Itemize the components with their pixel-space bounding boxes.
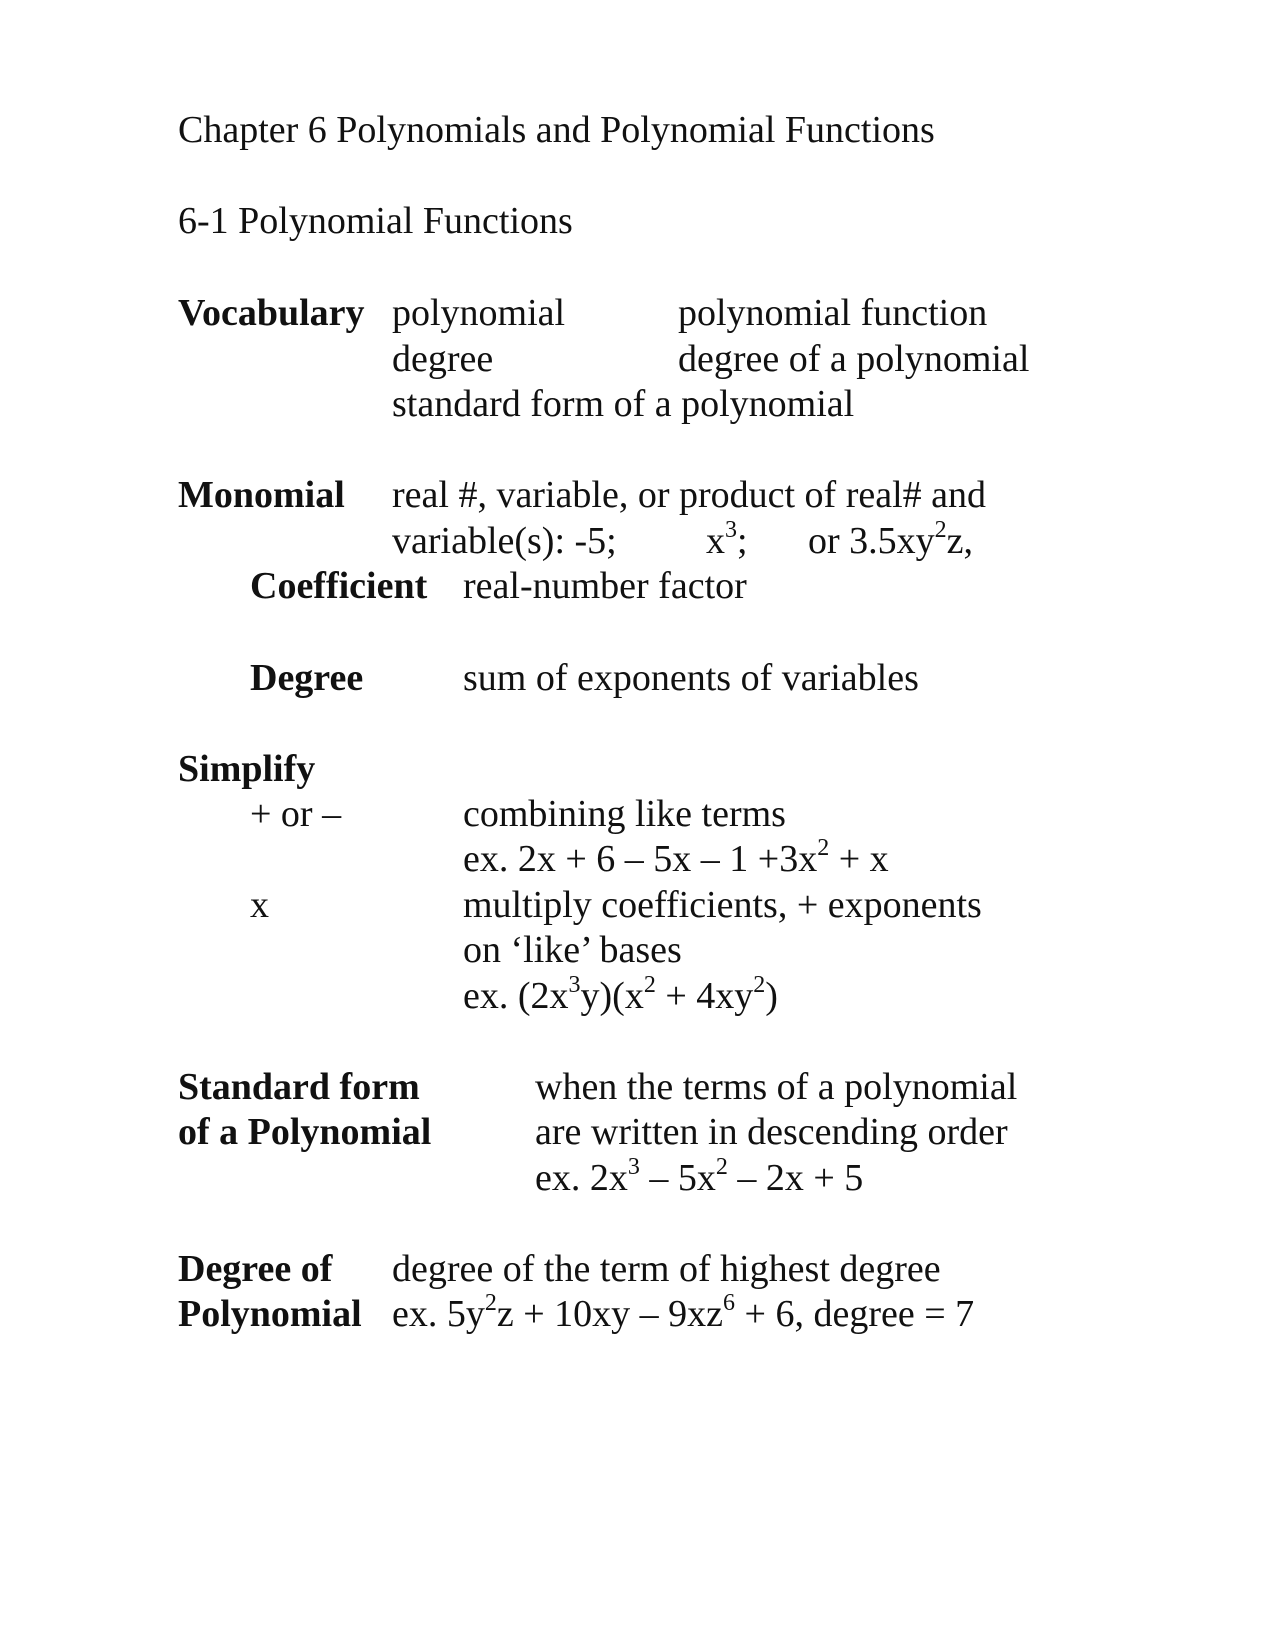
add-subtract-example: ex. $2x + 6 - 5x - 1 +3x^2 + x$ <box>463 835 889 880</box>
degree-of-polynomial-text: degree of the term of highest degree <box>392 1248 941 1290</box>
degree-of-polynomial-example: ex. $5y^2z + 10xy - 9xz^6 + 6$, degree = 7 <box>392 1290 975 1335</box>
degree-of-polynomial-label-2: Polynomial <box>178 1293 362 1335</box>
degree-definition: sum of exponents of variables <box>463 657 919 699</box>
coefficient-definition: real-number factor <box>463 565 747 607</box>
monomial-example-2: $x^3$; <box>706 517 748 562</box>
standard-form-label-2: of a Polynomial <box>178 1111 432 1153</box>
vocab-term: standard form of a polynomial <box>392 383 855 425</box>
monomial-label: Monomial <box>178 474 345 516</box>
coefficient-label: Coefficient <box>250 565 428 607</box>
multiply-text-2: on ‘like’ bases <box>463 929 682 971</box>
multiply-text-1: multiply coefficients, + exponents <box>463 884 982 926</box>
vocab-term: polynomial function <box>678 292 988 334</box>
monomial-definition: real #, variable, or product of real# and <box>392 474 987 516</box>
section-title: 6-1 Polynomial Functions <box>178 200 573 242</box>
vocab-term: degree <box>392 338 494 380</box>
chapter-title: Chapter 6 Polynomials and Polynomial Functions <box>178 109 935 151</box>
multiply-example: ex. $(2x^3y)(x^2 + 4xy^2)$ <box>463 972 778 1017</box>
standard-form-label-1: Standard form <box>178 1066 420 1108</box>
add-subtract-label: + or – <box>250 793 342 835</box>
vocabulary-label: Vocabulary <box>178 292 365 334</box>
standard-form-text-1: when the terms of a polynomial <box>535 1066 1018 1108</box>
degree-label: Degree <box>250 657 364 699</box>
multiply-label: x <box>250 884 269 926</box>
monomial-example-1: variable(s): -5; <box>392 520 617 562</box>
vocab-term: polynomial <box>392 292 566 334</box>
standard-form-text-2: are written in descending order <box>535 1111 1008 1153</box>
degree-of-polynomial-label-1: Degree of <box>178 1248 333 1290</box>
standard-form-example: ex. $2x^3 - 5x^2 - 2x + 5$ <box>535 1154 864 1199</box>
monomial-example-3: or $3.5xy^2z$, <box>808 517 974 562</box>
vocab-term: degree of a polynomial <box>678 338 1030 380</box>
simplify-label: Simplify <box>178 748 316 790</box>
add-subtract-text: combining like terms <box>463 793 786 835</box>
